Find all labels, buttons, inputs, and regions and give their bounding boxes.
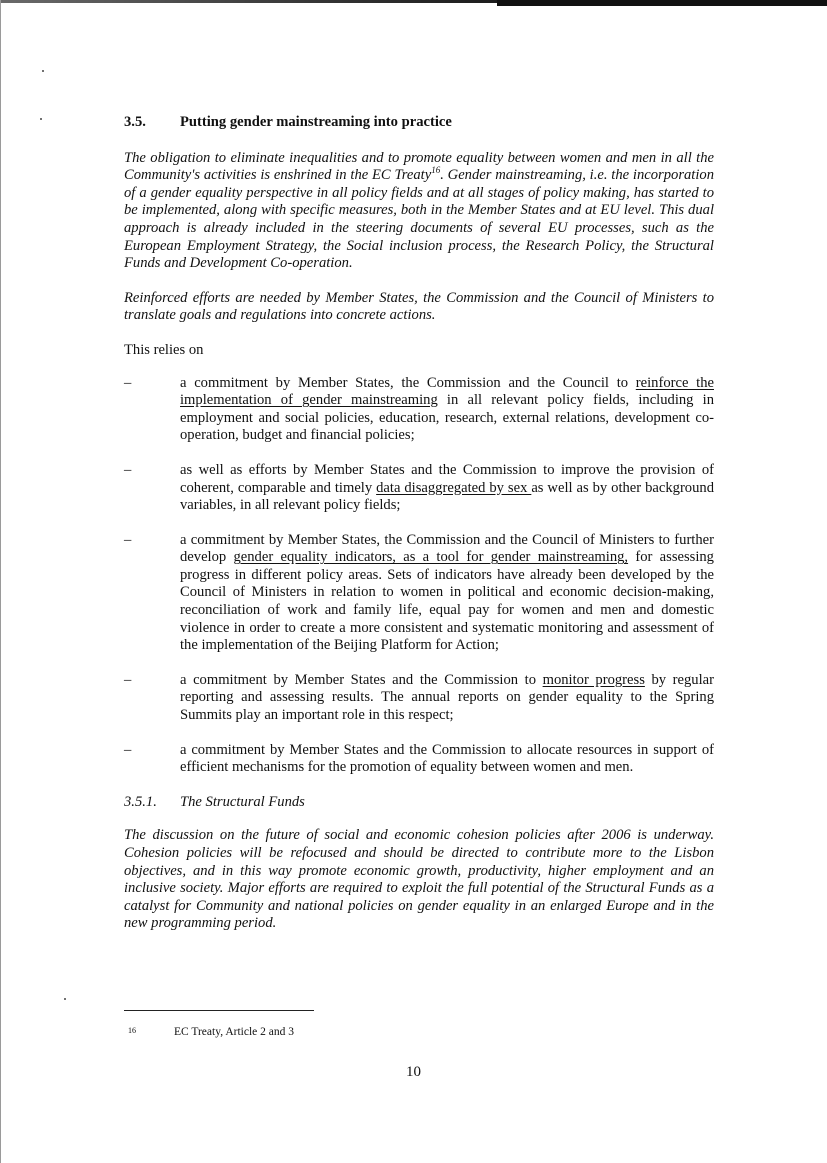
scan-speck	[64, 998, 66, 1000]
bullet-dash: –	[124, 374, 132, 391]
bullet-text-part: as well as efforts by Member States and the Commission to improve the provision of coherent, comparable and timely	[180, 461, 714, 496]
paragraph-obligation	[124, 150, 714, 273]
paragraph-text: The obligation to eliminate inequalities and to promote equality between women and men in all the Community's activities is enshrined in the EC Treaty	[124, 149, 714, 184]
footnote-reference[interactable]: 16	[431, 165, 441, 176]
bullet-text-part: a commitment by Member States, the Commission and the Council of Ministers to further develop	[180, 531, 714, 566]
paragraph-reinforced-efforts: Reinforced efforts are needed by Member States, the Commission and the Council of Ministers to translate goals and regulations into concrete actions.	[124, 289, 714, 324]
underlined-phrase: reinforce the implementation of gender mainstreaming	[180, 374, 714, 409]
bullet-text-part: a commitment by Member States, the Commission and the Council to	[180, 374, 636, 391]
underlined-phrase: data disaggregated by sex	[376, 479, 532, 496]
underlined-phrase: monitor progress	[542, 671, 645, 688]
underlined-phrase: gender equality indicators, as a tool for gender mainstreaming,	[233, 549, 629, 566]
scan-left-edge	[0, 0, 1, 1163]
bullet-text-part: in all relevant policy fields, including in employment and social policies, education, research, external relations, development co-operation, budget and financial policies;	[180, 392, 714, 444]
bullet-dash: –	[124, 461, 132, 478]
bullet-dash: –	[124, 531, 132, 548]
section-number: 3.5.	[124, 114, 146, 130]
document-body	[124, 114, 714, 950]
bullet-text-part: by regular reporting and assessing results. The annual reports on gender equality to the Spring Summits play an important role in this respect;	[180, 671, 714, 724]
bullet-text	[180, 375, 714, 445]
bullet-text	[180, 462, 714, 515]
bullet-dash: –	[124, 671, 132, 688]
paragraph-structural-funds: The discussion on the future of social and economic cohesion policies after 2006 is underway. Cohesion policies will be refocused and should be directed to contribute more to the Lisbon objectives, and in this way promote economic growth, productivity, higher employment and an inclusive society. Major efforts are required to exploit the full potential of the Structural Funds as a catalyst for Community and national policies on gender equality in an enlarged Europe and in the new programming period.	[124, 827, 714, 932]
section-title: Putting gender mainstreaming into practice	[180, 114, 452, 130]
subsection-title: The Structural Funds	[180, 793, 305, 810]
bullet-text-part: a commitment by Member States and the Commission to	[180, 671, 543, 688]
bullet-text-part: a commitment by Member States and the Commission to allocate resources in support of efficient mechanisms for the promotion of equality between women and men.	[180, 741, 714, 776]
bullet-item	[124, 672, 714, 725]
bullet-text-part: as well as by other background variables, in all relevant policy fields;	[180, 479, 714, 514]
scan-top-border-thick	[497, 0, 827, 6]
page-number: 10	[406, 1064, 421, 1080]
subsection-heading	[124, 794, 714, 812]
scan-speck	[40, 118, 42, 120]
footnote-text: EC Treaty, Article 2 and 3	[174, 1026, 294, 1038]
scan-speck	[42, 70, 44, 72]
bullet-dash: –	[124, 741, 132, 758]
footnote-number: 16	[128, 1026, 136, 1035]
bullet-text	[180, 742, 714, 777]
bullet-item	[124, 742, 714, 777]
subsection-number: 3.5.1.	[124, 793, 157, 810]
paragraph-intro: This relies on	[124, 341, 204, 358]
bullet-text	[180, 672, 714, 725]
section-heading	[124, 114, 714, 132]
bullet-item	[124, 375, 714, 445]
bullet-item	[124, 462, 714, 515]
footnote-divider	[124, 1010, 314, 1011]
bullet-text-part: for assessing progress in different policy areas. Sets of indicators have already been developed by the Council of Ministers in relation to women in political and economic decision-making, reconciliation of work and family life, equal pay for women and men and domestic violence in order to create a more consistent and systematic monitoring and assessment of the implementation of the Beijing Platform for Action;	[180, 549, 714, 654]
bullet-text	[180, 532, 714, 655]
paragraph-text: . Gender mainstreaming, i.e. the incorporation of a gender equality perspective in all policy fields and at all stages of policy making, has started to be implemented, along with specific measures, both in the Member States and at EU level. This dual approach is already included in the steering documents of several EU processes, such as the European Employment Strategy, the Social inclusion process, the Research Policy, the Structural Funds and Development Co-operation.	[124, 167, 715, 272]
bullet-item	[124, 532, 714, 655]
footnote	[128, 1026, 294, 1038]
